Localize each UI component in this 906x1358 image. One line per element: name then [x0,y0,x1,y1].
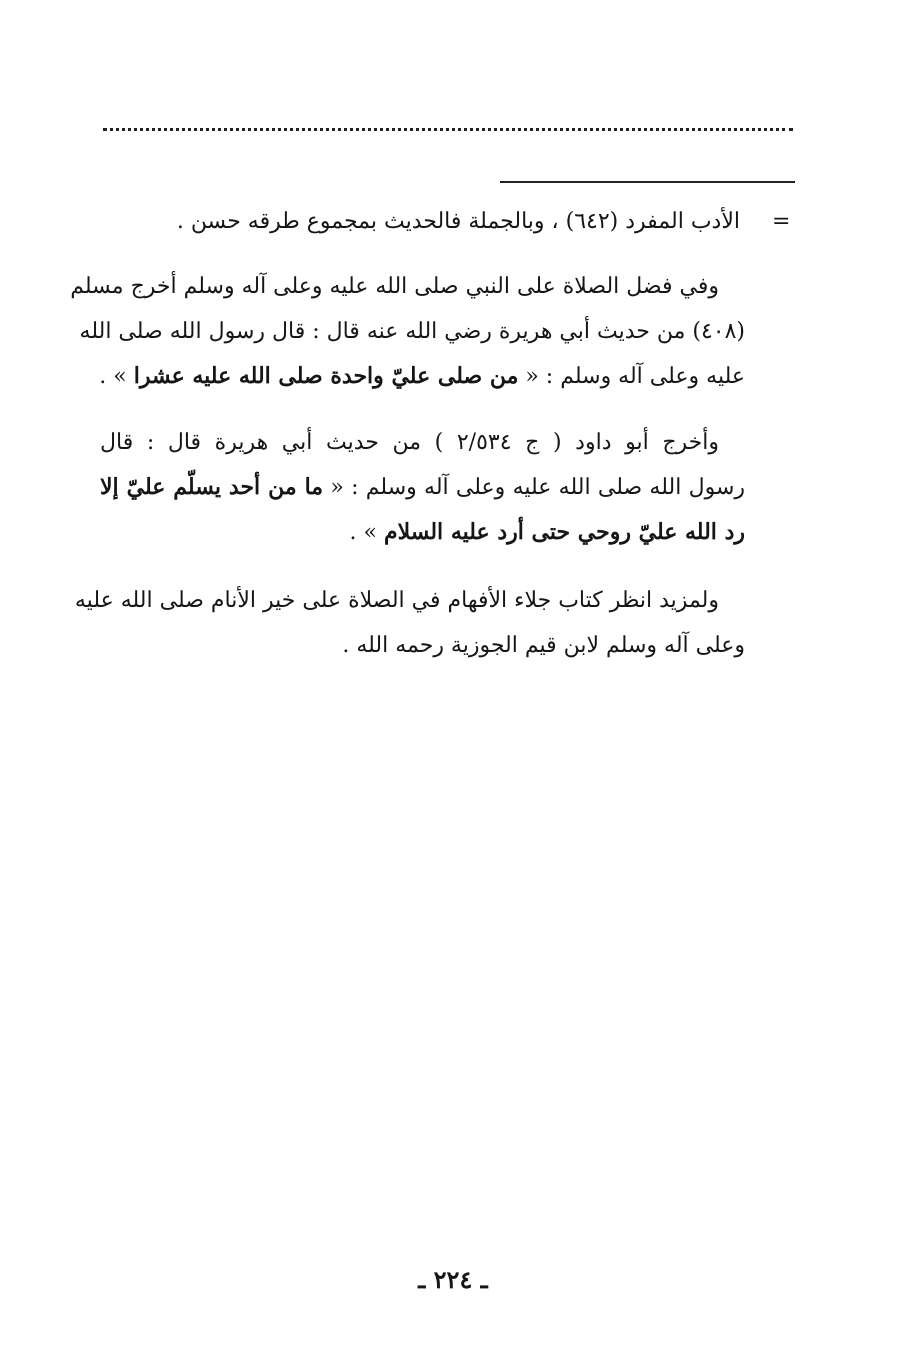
text-line: وعلى آله وسلم لابن قيم الجوزية رحمه الله . [342,633,745,658]
footnote-rule [500,181,795,183]
text-line: رسول الله صلى الله عليه وعلى آله وسلم : « ما من أحد يسلّم عليّ إلا [100,474,746,500]
text-line: عليه وعلى آله وسلم : « من صلى عليّ واحدة صلى الله عليه عشرا » . [99,363,745,389]
paragraph-abu-dawud-hadith [100,420,745,555]
paragraph-muslim-hadith [70,264,745,399]
text-line: وفي فضل الصلاة على النبي صلى الله عليه وعلى آله وسلم أخرج مسلم [70,274,719,299]
paragraph-further-reading [74,578,745,668]
hadith-quote: رد الله عليّ روحي حتى أرد عليه السلام [383,519,745,545]
dotted-separator [103,128,793,131]
footnote-continuation-marker: = [772,209,791,234]
hadith-quote: من صلى عليّ واحدة صلى الله عليه عشرا [133,363,519,389]
page-number: ـ ٢٢٤ ـ [418,1265,488,1294]
footnote-text: الأدب المفرد (٦٤٢) ، وبالجملة فالحديث بمجموع طرقه حسن . [176,209,740,234]
text-line: ولمزيد انظر كتاب جلاء الأفهام في الصلاة على خير الأنام صلى الله عليه [74,588,719,613]
text-line: (٤٠٨) من حديث أبي هريرة رضي الله عنه قال : قال رسول الله صلى الله [79,319,745,344]
text-line: رد الله عليّ روحي حتى أرد عليه السلام » . [349,519,745,545]
text-line: وأخرج أبو داود ( ج ٢/٥٣٤ ) من حديث أبي هريرة قال : قال [100,430,720,455]
hadith-quote: ما من أحد يسلّم عليّ إلا [100,474,324,500]
